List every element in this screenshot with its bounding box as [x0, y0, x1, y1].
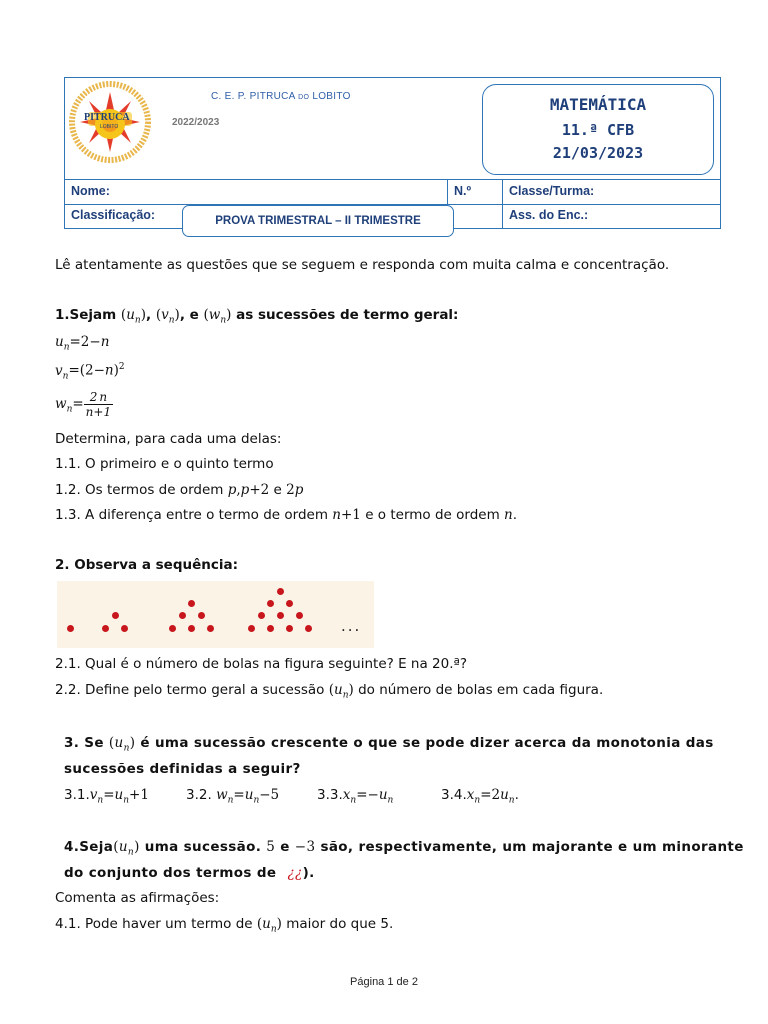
dot	[277, 612, 284, 619]
dot	[258, 612, 265, 619]
q2-item-2: 2.2. Define pelo termo geral a sucessão $(u_n)$ do número de bolas em cada figura.	[55, 682, 604, 701]
class-label: Classe/Turma:	[509, 184, 595, 198]
q4-line-2: do conjunto dos termos de ¿¿).	[64, 865, 315, 881]
dot	[267, 600, 274, 607]
formula-un: $u_n=2-n$	[55, 334, 110, 353]
q4-comment: Comenta as afirmações:	[55, 890, 220, 906]
subject-title: MATEMÁTICA	[549, 95, 647, 114]
q3-option-4: $3.4.x_n=2u_n$.	[441, 787, 519, 806]
header-divider	[64, 179, 721, 180]
q1-item-3: 1.3. A diferença entre o termo de ordem n+1 e o termo de ordem n.	[55, 507, 518, 523]
dot	[188, 600, 195, 607]
dot	[286, 600, 293, 607]
school-year: 2022/2023	[172, 117, 220, 128]
grade-label: 11.ª CFB	[561, 121, 635, 139]
dot	[169, 625, 176, 632]
q3-line-2: sucessões definidas a seguir?	[64, 761, 301, 777]
q4-line-1: $4.Seja(u_n)$ uma sucessão. 5 e −3 são, respectivamente, um majorante e um minorante	[64, 839, 744, 858]
name-label: Nome:	[71, 184, 110, 198]
logo-subtext: LOBITO	[100, 124, 119, 130]
test-title-box: PROVA TRIMESTRAL – II TRIMESTRE	[182, 205, 454, 237]
q3-line-1: 3. Se $(u_n)$ é uma sucessão crescente o que se pode dizer acerca da monotonia das	[64, 735, 714, 754]
grade-field-label: Classificação:	[71, 208, 156, 222]
q2-item-1: 2.1. Qual é o número de bolas na figura seguinte? E na 20.ª?	[55, 656, 468, 672]
signature-label: Ass. do Enc.:	[509, 208, 589, 222]
formula-vn: $v_n=(2-n)^2$	[55, 362, 125, 382]
dot	[207, 625, 214, 632]
dot	[296, 612, 303, 619]
q4-item-1: 4.1. Pode haver um termo de $(u_n)$ maior do que 5.	[55, 916, 394, 935]
q1-item-1: 1.1. O primeiro e o quinto termo	[55, 456, 274, 472]
dot	[112, 612, 119, 619]
q3-option-1: $3.1.v_n=u_n+1$	[64, 787, 149, 806]
ellipsis: ...	[341, 617, 362, 635]
dot	[67, 625, 74, 632]
logo-text: PITRUCA	[84, 112, 130, 123]
q1-instruction: Determina, para cada uma delas:	[55, 431, 282, 447]
q3-option-3: $3.3.x_n=-u_n$	[317, 787, 394, 806]
dot	[121, 625, 128, 632]
header-divider	[502, 179, 503, 229]
page-number: Página 1 de 2	[350, 976, 418, 988]
dot-sequence-figure	[57, 581, 374, 648]
dot	[188, 625, 195, 632]
dot	[102, 625, 109, 632]
formula-wn: $w_n=$ $\frac{2 n}{n+1}$	[55, 390, 112, 419]
dot	[267, 625, 274, 632]
q1-title: 1.Sejam $(u_n)$, $(v_n)$, e $(w_n)$ as sucessões de termo geral:	[55, 307, 459, 326]
q3-option-2: 3.2. $w_n=u_n-5$	[186, 787, 280, 806]
dot	[277, 588, 284, 595]
q2-title: 2. Observa a sequência:	[55, 557, 239, 573]
number-label: N.º	[454, 184, 472, 198]
subject-box	[482, 84, 714, 175]
dot	[198, 612, 205, 619]
dot	[305, 625, 312, 632]
dot	[286, 625, 293, 632]
intro-text: Lê atentamente as questões que se seguem e responda com muita calma e concentração.	[55, 257, 670, 273]
dot	[179, 612, 186, 619]
exam-date: 21/03/2023	[552, 144, 644, 162]
school-name: C. E. P. PITRUCA DO LOBITO	[211, 91, 351, 102]
dot	[248, 625, 255, 632]
q1-item-2: 1.2. Os termos de ordem p,p+2 e 2p	[55, 482, 304, 498]
